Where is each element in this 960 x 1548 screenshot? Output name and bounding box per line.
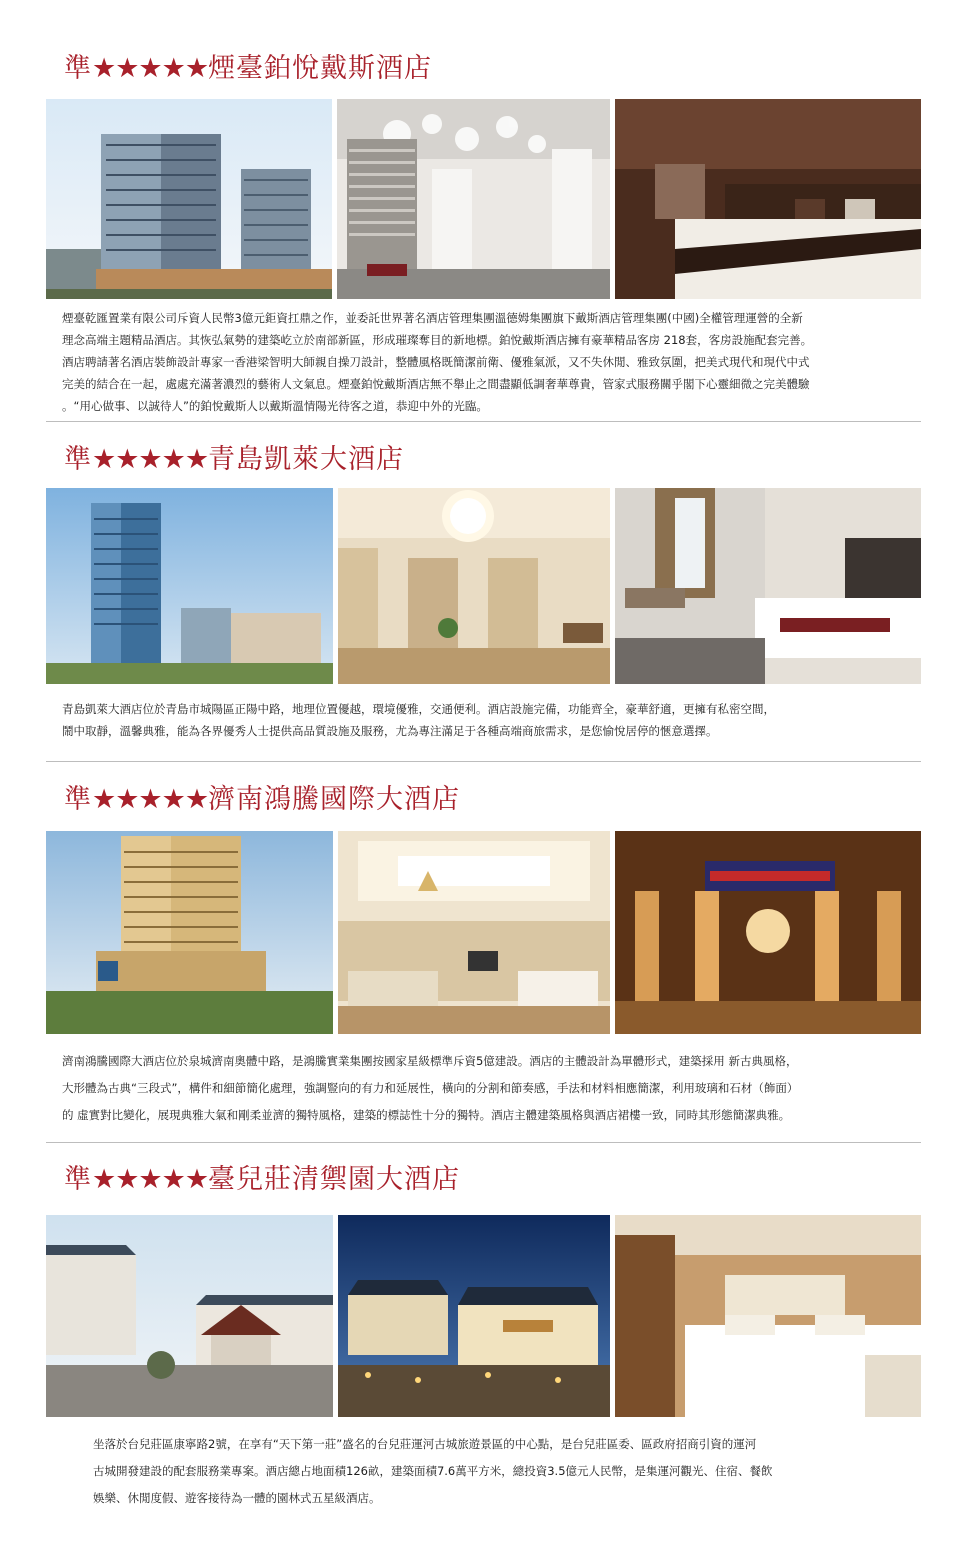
hotel-name: 臺兒莊清禦園大酒店	[208, 1164, 461, 1195]
hotel-room-photo	[615, 1215, 921, 1417]
description-line: 酒店聘請著名酒店裝飾設計專家一香港梁智明大師親自操刀設計，整體風格既簡潔前衛、優雅氣派，又不失休閒、雅致氛圍，把美式現代和現代中式	[62, 355, 810, 369]
hotel-title	[64, 777, 460, 816]
hotel-description	[93, 1433, 773, 1514]
title-prefix: 準	[64, 784, 92, 815]
hotel-description	[62, 307, 812, 417]
description-line: 煙臺乾匯置業有限公司斥資人民幣3億元鉅資扛鼎之作，並委託世界著名酒店管理集團溫德姆集團旗下戴斯酒店管理集團(中國)全權管理運營的全新	[62, 311, 803, 325]
five-star-rating: ★★★★★	[92, 784, 209, 815]
hotel-suite-photo	[338, 831, 610, 1034]
hotel-room-photo	[615, 99, 921, 299]
description-line: 的 虛實對比變化，展現典雅大氣和剛柔並濟的獨特風格，建築的標誌性十分的獨特。酒店主體建築風格與酒店裙樓一致，同時其形態簡潔典雅。	[62, 1108, 791, 1122]
title-prefix: 準	[64, 444, 92, 475]
hotel-exterior-photo	[46, 488, 333, 684]
description-line: 娛樂、休閒度假、遊客接待為一體的園林式五星級酒店。	[93, 1491, 381, 1505]
title-prefix: 準	[64, 53, 92, 84]
hotel-atrium-photo	[615, 831, 921, 1034]
hotel-title	[64, 437, 404, 476]
five-star-rating: ★★★★★	[92, 444, 209, 475]
hotel-exterior-photo	[46, 99, 332, 299]
hotel-name: 煙臺鉑悅戴斯酒店	[208, 53, 433, 84]
hotel-name: 濟南鴻騰國際大酒店	[208, 784, 461, 815]
hotel-lobby-photo	[338, 488, 610, 684]
hotel-description	[62, 1050, 798, 1131]
section-divider	[46, 1142, 921, 1143]
five-star-rating: ★★★★★	[92, 1164, 209, 1195]
hotel-lobby-photo	[337, 99, 610, 299]
title-prefix: 準	[64, 1164, 92, 1195]
description-line: 。“用心做事、以誠待人”的鉑悅戴斯人以戴斯溫情陽光待客之道，恭迎中外的光臨。	[62, 399, 488, 413]
hotel-description	[62, 698, 775, 742]
hotel-night-photo	[338, 1215, 610, 1417]
hotel-title	[64, 1157, 460, 1196]
description-line: 完美的結合在一起，處處充滿著濃烈的藝術人文氣息。煙臺鉑悅戴斯酒店無不舉止之間盡顯低調奢華尊貴，管家式服務關乎閣下心靈細微之完美體驗	[62, 377, 810, 391]
description-line: 濟南鴻騰國際大酒店位於泉城濟南奧體中路，是鴻騰實業集團按國家星級標準斥資5億建設。酒店的主體設計為單體形式，建築採用 新古典風格，	[62, 1054, 798, 1068]
description-line: 古城開發建設的配套服務業專案。酒店總占地面積126畝，建築面積7.6萬平方米，總投資3.5億元人民幣，是集運河觀光、住宿、餐飲	[93, 1464, 773, 1478]
hotel-name: 青島凱萊大酒店	[208, 444, 405, 475]
section-divider	[46, 421, 921, 422]
description-line: 坐落於台兒莊區康寧路2號，在享有“天下第一莊”盛名的台兒莊運河古城旅遊景區的中心點，是台兒莊區委、區政府招商引資的運河	[93, 1437, 757, 1451]
hotel-entrance-photo	[46, 1215, 333, 1417]
section-divider	[46, 761, 921, 762]
hotel-title	[64, 46, 432, 85]
description-line: 大形體為古典“三段式”，構件和細節簡化處理，強調豎向的有力和延展性，橫向的分割和節奏感，手法和材料相應簡潔，利用玻璃和石材（飾面）	[62, 1081, 799, 1095]
five-star-rating: ★★★★★	[92, 53, 209, 84]
hotel-room-photo	[615, 488, 921, 684]
description-line: 青島凱萊大酒店位於青島市城陽區正陽中路，地理位置優越，環境優雅，交通便利。酒店設施完備，功能齊全，豪華舒適，更擁有私密空間，	[62, 702, 775, 716]
description-line: 鬧中取靜，溫馨典雅，能為各界優秀人士提供高品質設施及服務，尤為專注滿足于各種高端商旅需求，是您愉悅居停的愜意選擇。	[62, 724, 718, 738]
description-line: 理念高端主題精品酒店。其恢弘氣勢的建築屹立於南部新區，形成璀璨奪目的新地標。鉑悅戴斯酒店擁有豪華精品客房 218套，客房設施配套完善。	[62, 333, 813, 347]
hotel-exterior-photo	[46, 831, 333, 1034]
